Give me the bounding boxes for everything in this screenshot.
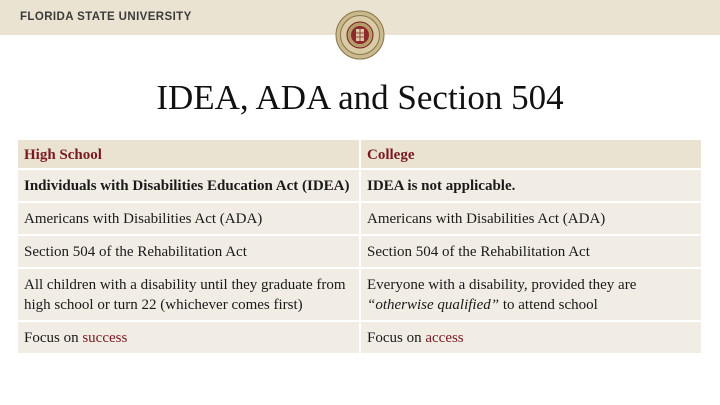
- cell-high-school: All children with a disability until they graduate from high school or turn 22 (whichever comes first): [18, 269, 359, 320]
- success-text: success: [82, 330, 128, 346]
- college-text: Everyone with a disability, provided they are: [367, 277, 637, 293]
- cell-college: [361, 322, 701, 353]
- header-high-school: High School: [18, 140, 359, 168]
- college-text-suffix: to attend school: [499, 297, 598, 313]
- fsu-seal-icon: [335, 10, 385, 60]
- cell-college: Section 504 of the Rehabilitation Act: [361, 236, 701, 267]
- comparison-table: [16, 138, 703, 355]
- table-row: [18, 322, 701, 353]
- table-row: [18, 170, 701, 201]
- cell-high-school: Individuals with Disabilities Education Act (IDEA): [18, 170, 359, 201]
- cell-college: Americans with Disabilities Act (ADA): [361, 203, 701, 234]
- cell-high-school: Americans with Disabilities Act (ADA): [18, 203, 359, 234]
- table-row: [18, 269, 701, 320]
- table-row: [18, 236, 701, 267]
- slide-title: IDEA, ADA and Section 504: [156, 78, 564, 117]
- table-row: [18, 203, 701, 234]
- cell-college: IDEA is not applicable.: [361, 170, 701, 201]
- cell-high-school: Section 504 of the Rehabilitation Act: [18, 236, 359, 267]
- cell-high-school: [18, 322, 359, 353]
- access-text: access: [425, 330, 464, 346]
- table-header-row: [18, 140, 701, 168]
- brand-name: FLORIDA STATE UNIVERSITY: [20, 11, 192, 23]
- header-college: College: [361, 140, 701, 168]
- otherwise-qualified-text: “otherwise qualified”: [367, 297, 500, 313]
- focus-label: Focus on: [24, 330, 83, 346]
- cell-college: [361, 269, 701, 320]
- focus-label: Focus on: [367, 330, 426, 346]
